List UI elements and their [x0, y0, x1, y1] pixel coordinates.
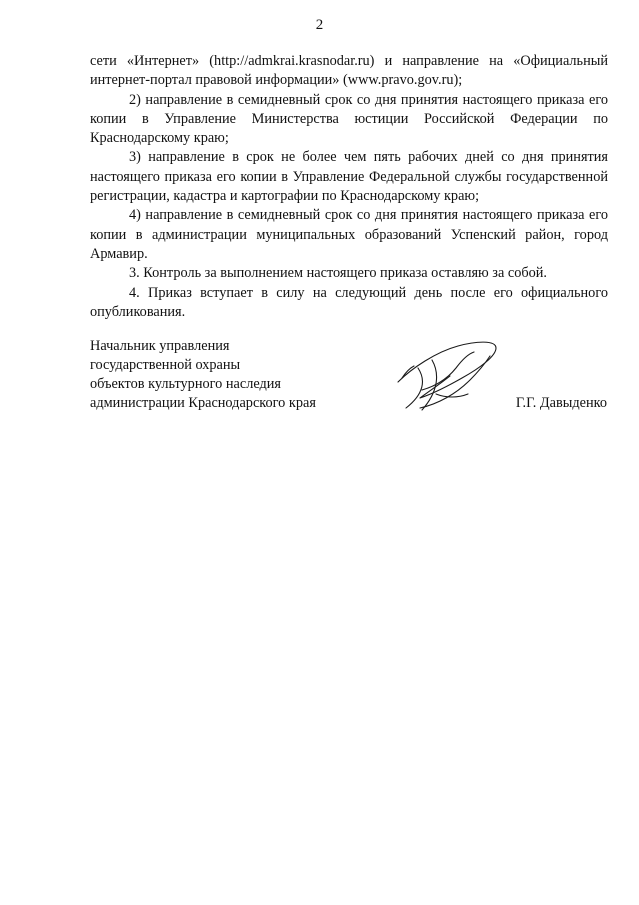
handwritten-signature-icon: [392, 338, 500, 414]
paragraph-control-clause: 3. Контроль за выполнением настоящего приказа оставляю за собой.: [129, 265, 548, 282]
signatory-position-line: администрации Краснодарского края: [90, 395, 316, 411]
paragraph-continuation: сети «Интернет» (http://admkrai.krasnodar.ru) и направление на «Официальный интернет-портал правовой информации» (www.pravo.gov.ru);: [90, 53, 608, 89]
document-body: [90, 52, 608, 322]
paragraph-item-2: 2) направление в семидневный срок со дня принятия настоящего приказа его копии в Управление Министерства юстиции Российской Федерации по Краснодарскому краю;: [90, 91, 608, 147]
signatory-position: [90, 337, 350, 413]
paragraph-item-4: 4) направление в семидневный срок со дня принятия настоящего приказа его копии в администрации муниципальных образований Успенский район, город Армавир.: [90, 207, 608, 262]
paragraph-effect-clause: 4. Приказ вступает в силу на следующий день после его официального опубликования.: [90, 284, 608, 320]
paragraph-item-3: 3) направление в срок не более чем пять рабочих дней со дня принятия настоящего приказа его копии в Управление Федеральной службы государственной регистрации, кадастра и картографии по Краснодарскому краю;: [90, 149, 608, 205]
signatory-name: Г.Г. Давыденко: [515, 395, 607, 411]
signatory-position-line: Начальник управления: [90, 338, 230, 354]
signatory-position-line: объектов культурного наследия: [90, 376, 281, 392]
page-number: 2: [315, 17, 324, 33]
signatory-position-line: государственной охраны: [90, 357, 241, 373]
